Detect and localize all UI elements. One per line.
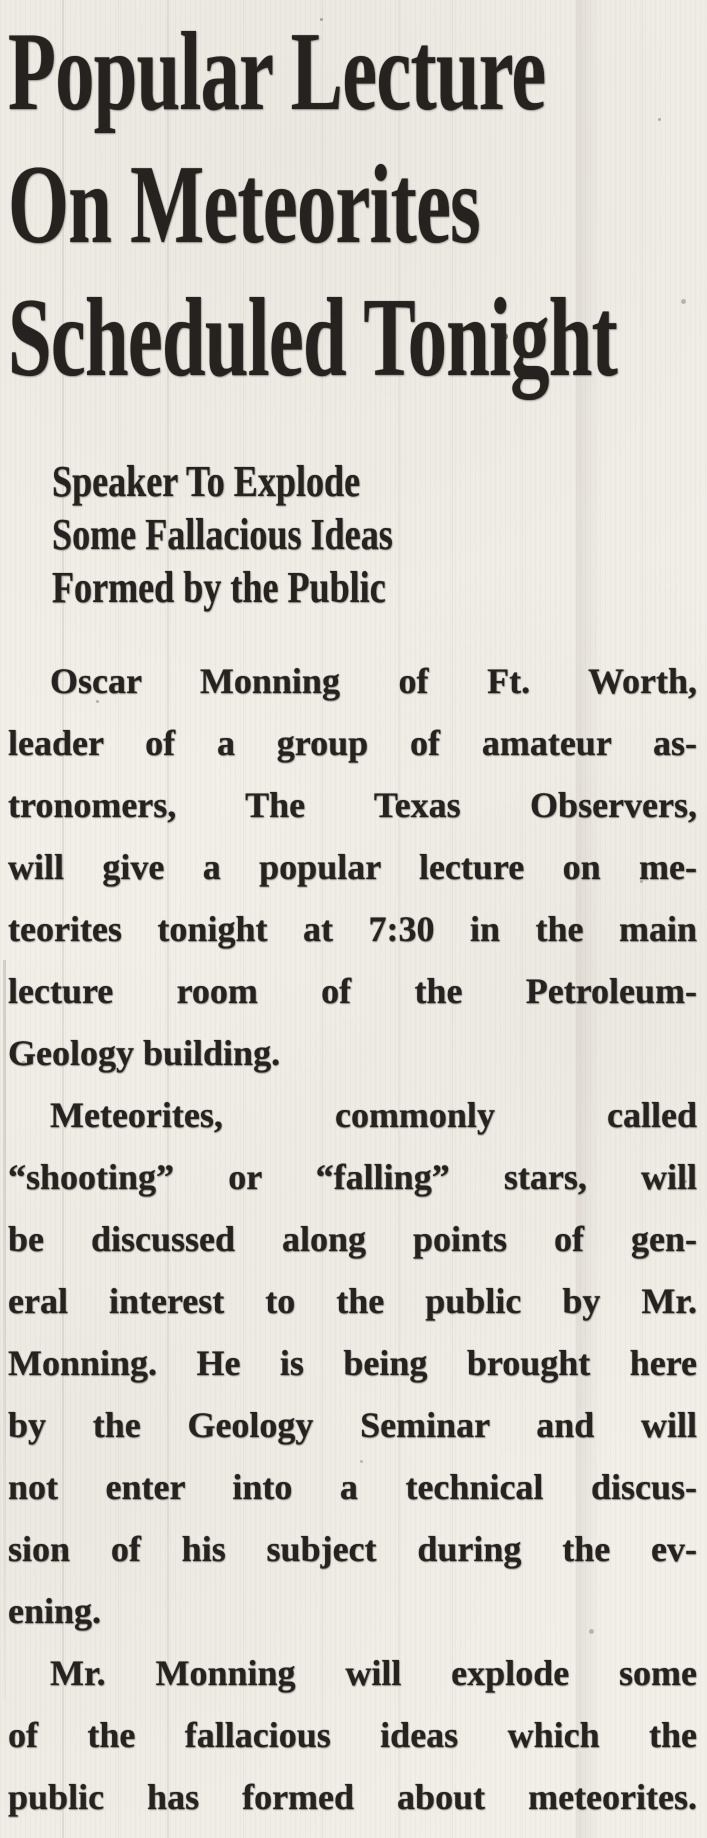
body-line: Monning. He is being brought here bbox=[8, 1343, 697, 1383]
body-line: Mr. Monning will explode some bbox=[50, 1653, 697, 1693]
body-line: by the Geology Seminar and will bbox=[8, 1405, 697, 1445]
body-line: “shooting” or “falling” stars, will bbox=[8, 1157, 697, 1197]
body-line: Oscar Monning of Ft. Worth, bbox=[50, 661, 697, 701]
article-subhead bbox=[0, 457, 707, 616]
body-line: lecture room of the Petroleum- bbox=[8, 971, 697, 1011]
body-line: will give a popular lecture on me- bbox=[8, 847, 697, 887]
body-line: not enter into a technical discus- bbox=[8, 1467, 697, 1507]
headline-line bbox=[8, 145, 707, 278]
body-line: public has formed about meteorites. bbox=[8, 1777, 697, 1817]
subhead-text-3: Formed by the Public bbox=[52, 563, 386, 612]
headline-line bbox=[8, 278, 707, 411]
subhead-text-2: Some Fallacious Ideas bbox=[52, 510, 393, 559]
paragraph-2 bbox=[8, 1084, 697, 1642]
body-line: Geology building. bbox=[8, 1033, 281, 1073]
paragraph-3 bbox=[8, 1642, 697, 1828]
body-line: teorites tonight at 7:30 in the main bbox=[8, 909, 697, 949]
body-line: tronomers, The Texas Observers, bbox=[8, 785, 697, 825]
headline-text-1: Popular Lecture bbox=[8, 10, 546, 134]
article-body bbox=[0, 650, 707, 1828]
headline-text-3: Scheduled Tonight bbox=[8, 276, 618, 400]
body-line: leader of a group of amateur as- bbox=[8, 723, 697, 763]
body-line: be discussed along points of gen- bbox=[8, 1219, 697, 1259]
subhead-line bbox=[52, 510, 707, 563]
paragraph-1 bbox=[8, 650, 697, 1084]
body-line: Meteorites, commonly called bbox=[50, 1095, 697, 1135]
article-headline bbox=[0, 0, 707, 411]
body-line: of the fallacious ideas which the bbox=[8, 1715, 697, 1755]
body-line: ening. bbox=[8, 1591, 102, 1631]
subhead-line bbox=[52, 563, 707, 616]
headline-line bbox=[8, 12, 707, 145]
subhead-text-1: Speaker To Explode bbox=[52, 457, 361, 506]
body-line: eral interest to the public by Mr. bbox=[8, 1281, 697, 1321]
body-line: sion of his subject during the ev- bbox=[8, 1529, 697, 1569]
subhead-line bbox=[52, 457, 707, 510]
headline-text-2: On Meteorites bbox=[8, 143, 480, 267]
